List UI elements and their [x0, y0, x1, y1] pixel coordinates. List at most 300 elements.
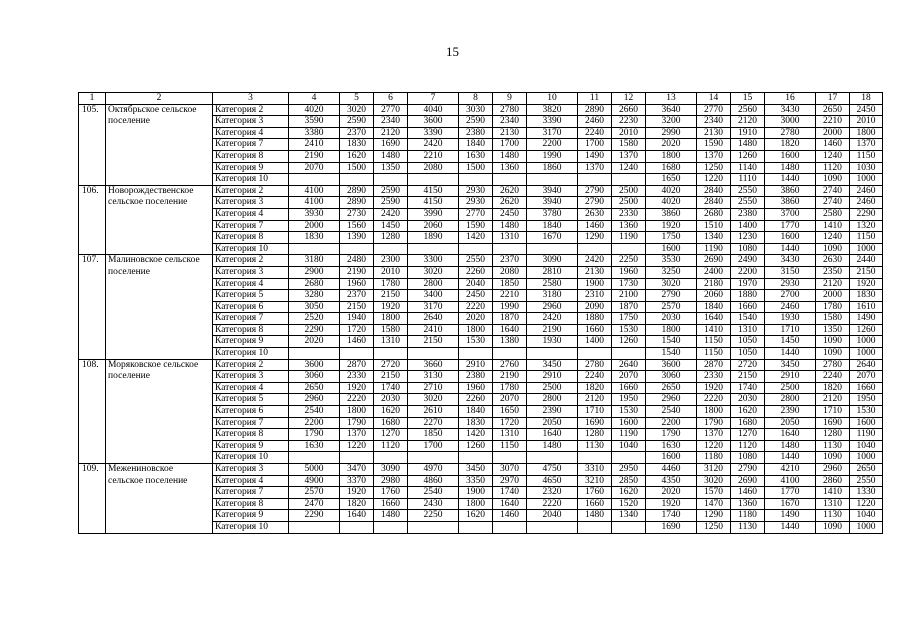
value-cell: [408, 452, 459, 464]
value-cell: 1660: [612, 382, 646, 394]
value-cell: 1280: [578, 429, 612, 441]
value-cell: 2120: [731, 116, 765, 128]
value-cell: 2650: [850, 464, 883, 476]
value-cell: 1830: [850, 290, 883, 302]
value-cell: 1830: [459, 417, 493, 429]
value-cell: 1740: [646, 510, 697, 522]
value-cell: 1370: [697, 429, 731, 441]
value-cell: 1900: [459, 487, 493, 499]
value-cell: 2090: [578, 301, 612, 313]
value-cell: 1920: [374, 301, 408, 313]
value-cell: 2910: [459, 359, 493, 371]
value-cell: 2340: [493, 116, 527, 128]
value-cell: 1540: [646, 348, 697, 360]
value-cell: 2250: [408, 510, 459, 522]
column-number: 15: [731, 93, 765, 105]
value-cell: 3780: [527, 208, 578, 220]
value-cell: 1440: [765, 243, 816, 255]
value-cell: 3700: [765, 208, 816, 220]
value-cell: 2220: [459, 301, 493, 313]
value-cell: 1640: [697, 313, 731, 325]
value-cell: 2960: [527, 301, 578, 313]
value-cell: 1000: [850, 336, 883, 348]
value-cell: 2390: [527, 406, 578, 418]
value-cell: 1240: [816, 150, 850, 162]
value-cell: [374, 243, 408, 255]
value-cell: 2840: [697, 185, 731, 197]
value-cell: 1950: [850, 394, 883, 406]
value-cell: 4100: [289, 197, 340, 209]
category-cell: Категория 9: [213, 440, 289, 452]
value-cell: 2270: [408, 417, 459, 429]
value-cell: 1290: [578, 232, 612, 244]
value-cell: 2070: [850, 371, 883, 383]
category-cell: Категория 6: [213, 301, 289, 313]
value-cell: 2040: [459, 278, 493, 290]
value-cell: 2590: [340, 116, 374, 128]
column-number: 4: [289, 93, 340, 105]
value-cell: 2370: [340, 127, 374, 139]
value-cell: 1410: [697, 324, 731, 336]
category-cell: Категория 4: [213, 127, 289, 139]
value-cell: 1150: [850, 150, 883, 162]
value-cell: 2420: [578, 255, 612, 267]
value-cell: [408, 243, 459, 255]
value-cell: 1480: [527, 440, 578, 452]
category-cell: Категория 3: [213, 371, 289, 383]
value-cell: 1800: [374, 313, 408, 325]
value-cell: 1930: [527, 336, 578, 348]
value-cell: 1840: [697, 301, 731, 313]
value-cell: 1240: [612, 162, 646, 174]
value-cell: 1090: [816, 452, 850, 464]
value-cell: 1190: [850, 429, 883, 441]
value-cell: 4970: [408, 464, 459, 476]
value-cell: 2690: [731, 475, 765, 487]
value-cell: 2150: [850, 266, 883, 278]
value-cell: 2460: [765, 301, 816, 313]
value-cell: 1190: [697, 243, 731, 255]
value-cell: 1850: [408, 429, 459, 441]
value-cell: 1350: [374, 162, 408, 174]
settlement-name: Новорождественское сельское поселение: [106, 185, 213, 255]
value-cell: 2740: [816, 185, 850, 197]
value-cell: 1640: [493, 324, 527, 336]
category-cell: Категория 9: [213, 510, 289, 522]
header-row: [79, 93, 883, 105]
value-cell: 1090: [816, 174, 850, 186]
value-cell: 1760: [578, 487, 612, 499]
value-cell: 1680: [646, 162, 697, 174]
settlement-name: Малиновское сельское поселение: [106, 255, 213, 359]
value-cell: 2150: [731, 371, 765, 383]
value-cell: 1700: [493, 139, 527, 151]
value-cell: 1720: [493, 417, 527, 429]
value-cell: 1890: [408, 232, 459, 244]
value-cell: 2130: [493, 127, 527, 139]
value-cell: 2040: [527, 510, 578, 522]
value-cell: 1310: [731, 324, 765, 336]
value-cell: 3020: [646, 278, 697, 290]
value-cell: 1400: [731, 220, 765, 232]
value-cell: 3400: [408, 290, 459, 302]
value-cell: 1090: [816, 336, 850, 348]
value-cell: 1510: [697, 220, 731, 232]
value-cell: 1600: [646, 243, 697, 255]
value-cell: 2150: [340, 301, 374, 313]
value-cell: 1280: [816, 429, 850, 441]
value-cell: 1050: [731, 348, 765, 360]
value-cell: 1800: [697, 406, 731, 418]
value-cell: 1360: [493, 162, 527, 174]
category-cell: Категория 10: [213, 243, 289, 255]
column-number: 10: [527, 93, 578, 105]
value-cell: 1880: [578, 313, 612, 325]
value-cell: 2150: [374, 290, 408, 302]
value-cell: 2890: [578, 104, 612, 116]
value-cell: 1920: [646, 220, 697, 232]
value-cell: 1860: [527, 162, 578, 174]
value-cell: 1440: [765, 174, 816, 186]
value-cell: 1120: [374, 440, 408, 452]
value-cell: 3600: [408, 116, 459, 128]
value-cell: 1420: [459, 429, 493, 441]
value-cell: 2450: [850, 104, 883, 116]
value-cell: 1800: [340, 406, 374, 418]
value-cell: 1380: [493, 336, 527, 348]
value-cell: 2190: [340, 266, 374, 278]
value-cell: 2930: [765, 278, 816, 290]
value-cell: 1190: [612, 429, 646, 441]
value-cell: 2260: [459, 394, 493, 406]
value-cell: 2200: [646, 417, 697, 429]
value-cell: 2020: [459, 313, 493, 325]
value-cell: 1370: [697, 150, 731, 162]
value-cell: 2660: [612, 104, 646, 116]
value-cell: 3280: [289, 290, 340, 302]
value-cell: 1790: [697, 417, 731, 429]
value-cell: 1390: [340, 232, 374, 244]
value-cell: 1830: [289, 232, 340, 244]
value-cell: 1750: [612, 313, 646, 325]
value-cell: [459, 243, 493, 255]
value-cell: 1930: [765, 313, 816, 325]
value-cell: 1670: [765, 498, 816, 510]
value-cell: 2680: [697, 208, 731, 220]
value-cell: 1880: [731, 290, 765, 302]
value-cell: 4020: [289, 104, 340, 116]
value-cell: 2620: [493, 185, 527, 197]
value-cell: 2790: [646, 290, 697, 302]
value-cell: 1000: [850, 521, 883, 533]
value-cell: 5000: [289, 464, 340, 476]
value-cell: 3250: [646, 266, 697, 278]
value-cell: 1640: [765, 429, 816, 441]
value-cell: 4100: [765, 475, 816, 487]
value-cell: 3450: [459, 464, 493, 476]
value-cell: 1990: [493, 301, 527, 313]
value-cell: 1640: [340, 510, 374, 522]
value-cell: 1220: [340, 440, 374, 452]
value-cell: 2450: [493, 208, 527, 220]
column-number: 18: [850, 93, 883, 105]
value-cell: 1360: [731, 498, 765, 510]
value-cell: 1580: [612, 139, 646, 151]
value-cell: 1480: [731, 139, 765, 151]
column-number: 17: [816, 93, 850, 105]
value-cell: 1920: [340, 382, 374, 394]
value-cell: 2120: [578, 394, 612, 406]
value-cell: [374, 348, 408, 360]
value-cell: 3200: [646, 116, 697, 128]
value-cell: 1700: [408, 440, 459, 452]
value-cell: 2500: [765, 382, 816, 394]
value-cell: [340, 452, 374, 464]
value-cell: [408, 348, 459, 360]
value-cell: 2790: [578, 185, 612, 197]
value-cell: 2500: [527, 382, 578, 394]
value-cell: [289, 521, 340, 533]
value-cell: 1330: [850, 487, 883, 499]
value-cell: 1040: [612, 440, 646, 452]
value-cell: 2300: [374, 255, 408, 267]
value-cell: 3600: [646, 359, 697, 371]
value-cell: 2350: [816, 266, 850, 278]
value-cell: 1570: [697, 487, 731, 499]
value-cell: 3020: [340, 104, 374, 116]
settlement-name: Межениновское сельское поселение: [106, 464, 213, 534]
value-cell: [578, 452, 612, 464]
value-cell: 1480: [374, 150, 408, 162]
value-cell: 1110: [731, 174, 765, 186]
value-cell: 2680: [289, 278, 340, 290]
value-cell: 1780: [493, 382, 527, 394]
value-cell: 1340: [612, 510, 646, 522]
value-cell: 1940: [340, 313, 374, 325]
value-cell: 3590: [289, 116, 340, 128]
value-cell: 1870: [612, 301, 646, 313]
value-cell: 2550: [731, 197, 765, 209]
value-cell: 1800: [459, 498, 493, 510]
value-cell: [493, 174, 527, 186]
value-cell: 2980: [374, 475, 408, 487]
value-cell: 2540: [646, 406, 697, 418]
value-cell: 3470: [340, 464, 374, 476]
value-cell: 1500: [459, 162, 493, 174]
value-cell: 3380: [289, 127, 340, 139]
category-cell: Категория 5: [213, 290, 289, 302]
value-cell: 1260: [459, 440, 493, 452]
value-cell: 2590: [459, 116, 493, 128]
value-cell: 2400: [697, 266, 731, 278]
value-cell: 2380: [459, 127, 493, 139]
category-cell: Категория 8: [213, 232, 289, 244]
value-cell: [340, 348, 374, 360]
category-cell: Категория 4: [213, 208, 289, 220]
value-cell: 2780: [765, 127, 816, 139]
value-cell: 2780: [493, 104, 527, 116]
value-cell: 1190: [612, 232, 646, 244]
value-cell: 1230: [731, 232, 765, 244]
category-cell: Категория 7: [213, 417, 289, 429]
value-cell: 2290: [289, 510, 340, 522]
value-cell: 1460: [578, 220, 612, 232]
column-number: 9: [493, 93, 527, 105]
column-number: 12: [612, 93, 646, 105]
value-cell: 1050: [731, 336, 765, 348]
value-cell: 1830: [340, 139, 374, 151]
value-cell: 3600: [289, 359, 340, 371]
value-cell: 1690: [646, 521, 697, 533]
value-cell: 1310: [374, 336, 408, 348]
value-cell: 1970: [731, 278, 765, 290]
settlement-index: 108.: [79, 359, 106, 463]
value-cell: 1460: [340, 336, 374, 348]
value-cell: 1450: [765, 336, 816, 348]
tariff-table: [78, 92, 883, 534]
category-cell: Категория 2: [213, 104, 289, 116]
value-cell: 2240: [578, 371, 612, 383]
value-cell: 2570: [646, 301, 697, 313]
value-cell: 2500: [612, 185, 646, 197]
value-cell: 2610: [408, 406, 459, 418]
value-cell: 1960: [459, 382, 493, 394]
value-cell: 1850: [493, 278, 527, 290]
value-cell: 2910: [765, 371, 816, 383]
value-cell: 1150: [850, 232, 883, 244]
value-cell: 3450: [527, 359, 578, 371]
value-cell: [340, 521, 374, 533]
category-cell: Категория 2: [213, 255, 289, 267]
value-cell: 2850: [612, 475, 646, 487]
value-cell: 1630: [289, 440, 340, 452]
settlement-index: 109.: [79, 464, 106, 534]
value-cell: 4900: [289, 475, 340, 487]
value-cell: 1150: [493, 440, 527, 452]
value-cell: 1220: [850, 498, 883, 510]
value-cell: 1130: [578, 440, 612, 452]
value-cell: 2960: [816, 464, 850, 476]
value-cell: 1480: [578, 510, 612, 522]
value-cell: 1990: [527, 150, 578, 162]
settlement-index: 105.: [79, 104, 106, 185]
value-cell: 4150: [408, 185, 459, 197]
value-cell: 2790: [578, 197, 612, 209]
value-cell: 1370: [850, 139, 883, 151]
value-cell: 1090: [816, 243, 850, 255]
value-cell: [408, 174, 459, 186]
value-cell: 2650: [816, 104, 850, 116]
value-cell: 2190: [289, 150, 340, 162]
value-cell: 1270: [731, 429, 765, 441]
category-cell: Категория 2: [213, 185, 289, 197]
value-cell: 3170: [408, 301, 459, 313]
value-cell: 1710: [578, 406, 612, 418]
value-cell: [578, 243, 612, 255]
value-cell: 1600: [612, 417, 646, 429]
value-cell: 2900: [289, 266, 340, 278]
value-cell: 2430: [408, 498, 459, 510]
value-cell: 3060: [646, 371, 697, 383]
value-cell: 3310: [578, 464, 612, 476]
value-cell: 2570: [289, 487, 340, 499]
value-cell: 1660: [850, 382, 883, 394]
value-cell: 3180: [527, 290, 578, 302]
value-cell: 2070: [493, 394, 527, 406]
value-cell: 3390: [408, 127, 459, 139]
value-cell: 1580: [816, 313, 850, 325]
value-cell: 1910: [731, 127, 765, 139]
value-cell: 1370: [578, 162, 612, 174]
value-cell: 1260: [731, 150, 765, 162]
value-cell: [340, 243, 374, 255]
value-cell: 2380: [731, 208, 765, 220]
value-cell: 1130: [816, 510, 850, 522]
value-cell: 1130: [816, 440, 850, 452]
value-cell: 2650: [289, 382, 340, 394]
value-cell: 1120: [731, 440, 765, 452]
value-cell: 1120: [816, 162, 850, 174]
value-cell: 3640: [646, 104, 697, 116]
value-cell: 1610: [850, 301, 883, 313]
value-cell: 3030: [459, 104, 493, 116]
value-cell: [459, 174, 493, 186]
value-cell: 3050: [289, 301, 340, 313]
value-cell: 1590: [697, 139, 731, 151]
value-cell: 1800: [646, 324, 697, 336]
value-cell: 1480: [765, 440, 816, 452]
value-cell: 4650: [527, 475, 578, 487]
value-cell: 1220: [697, 174, 731, 186]
column-number: 7: [408, 93, 459, 105]
value-cell: 1220: [697, 440, 731, 452]
value-cell: 1340: [697, 232, 731, 244]
value-cell: 1820: [816, 382, 850, 394]
value-cell: 1720: [340, 324, 374, 336]
value-cell: 3390: [527, 116, 578, 128]
column-number: 13: [646, 93, 697, 105]
column-number: 14: [697, 93, 731, 105]
category-cell: Категория 3: [213, 464, 289, 476]
value-cell: 1000: [850, 243, 883, 255]
value-cell: 1740: [731, 382, 765, 394]
value-cell: 3130: [408, 371, 459, 383]
column-number: 16: [765, 93, 816, 105]
table-row: [79, 255, 883, 267]
value-cell: 2960: [646, 394, 697, 406]
value-cell: [612, 174, 646, 186]
value-cell: 1530: [612, 406, 646, 418]
value-cell: 3090: [527, 255, 578, 267]
value-cell: [408, 521, 459, 533]
value-cell: 1650: [493, 406, 527, 418]
category-cell: Категория 10: [213, 521, 289, 533]
value-cell: 1790: [646, 429, 697, 441]
value-cell: 2410: [289, 139, 340, 151]
value-cell: 1030: [850, 162, 883, 174]
value-cell: 2210: [816, 116, 850, 128]
value-cell: 2190: [493, 371, 527, 383]
value-cell: 1440: [765, 521, 816, 533]
value-cell: 3450: [765, 359, 816, 371]
category-cell: Категория 7: [213, 220, 289, 232]
value-cell: 1790: [340, 417, 374, 429]
value-cell: 2780: [816, 359, 850, 371]
value-cell: 3660: [408, 359, 459, 371]
category-cell: Категория 3: [213, 197, 289, 209]
value-cell: 1490: [765, 510, 816, 522]
value-cell: 2010: [374, 266, 408, 278]
